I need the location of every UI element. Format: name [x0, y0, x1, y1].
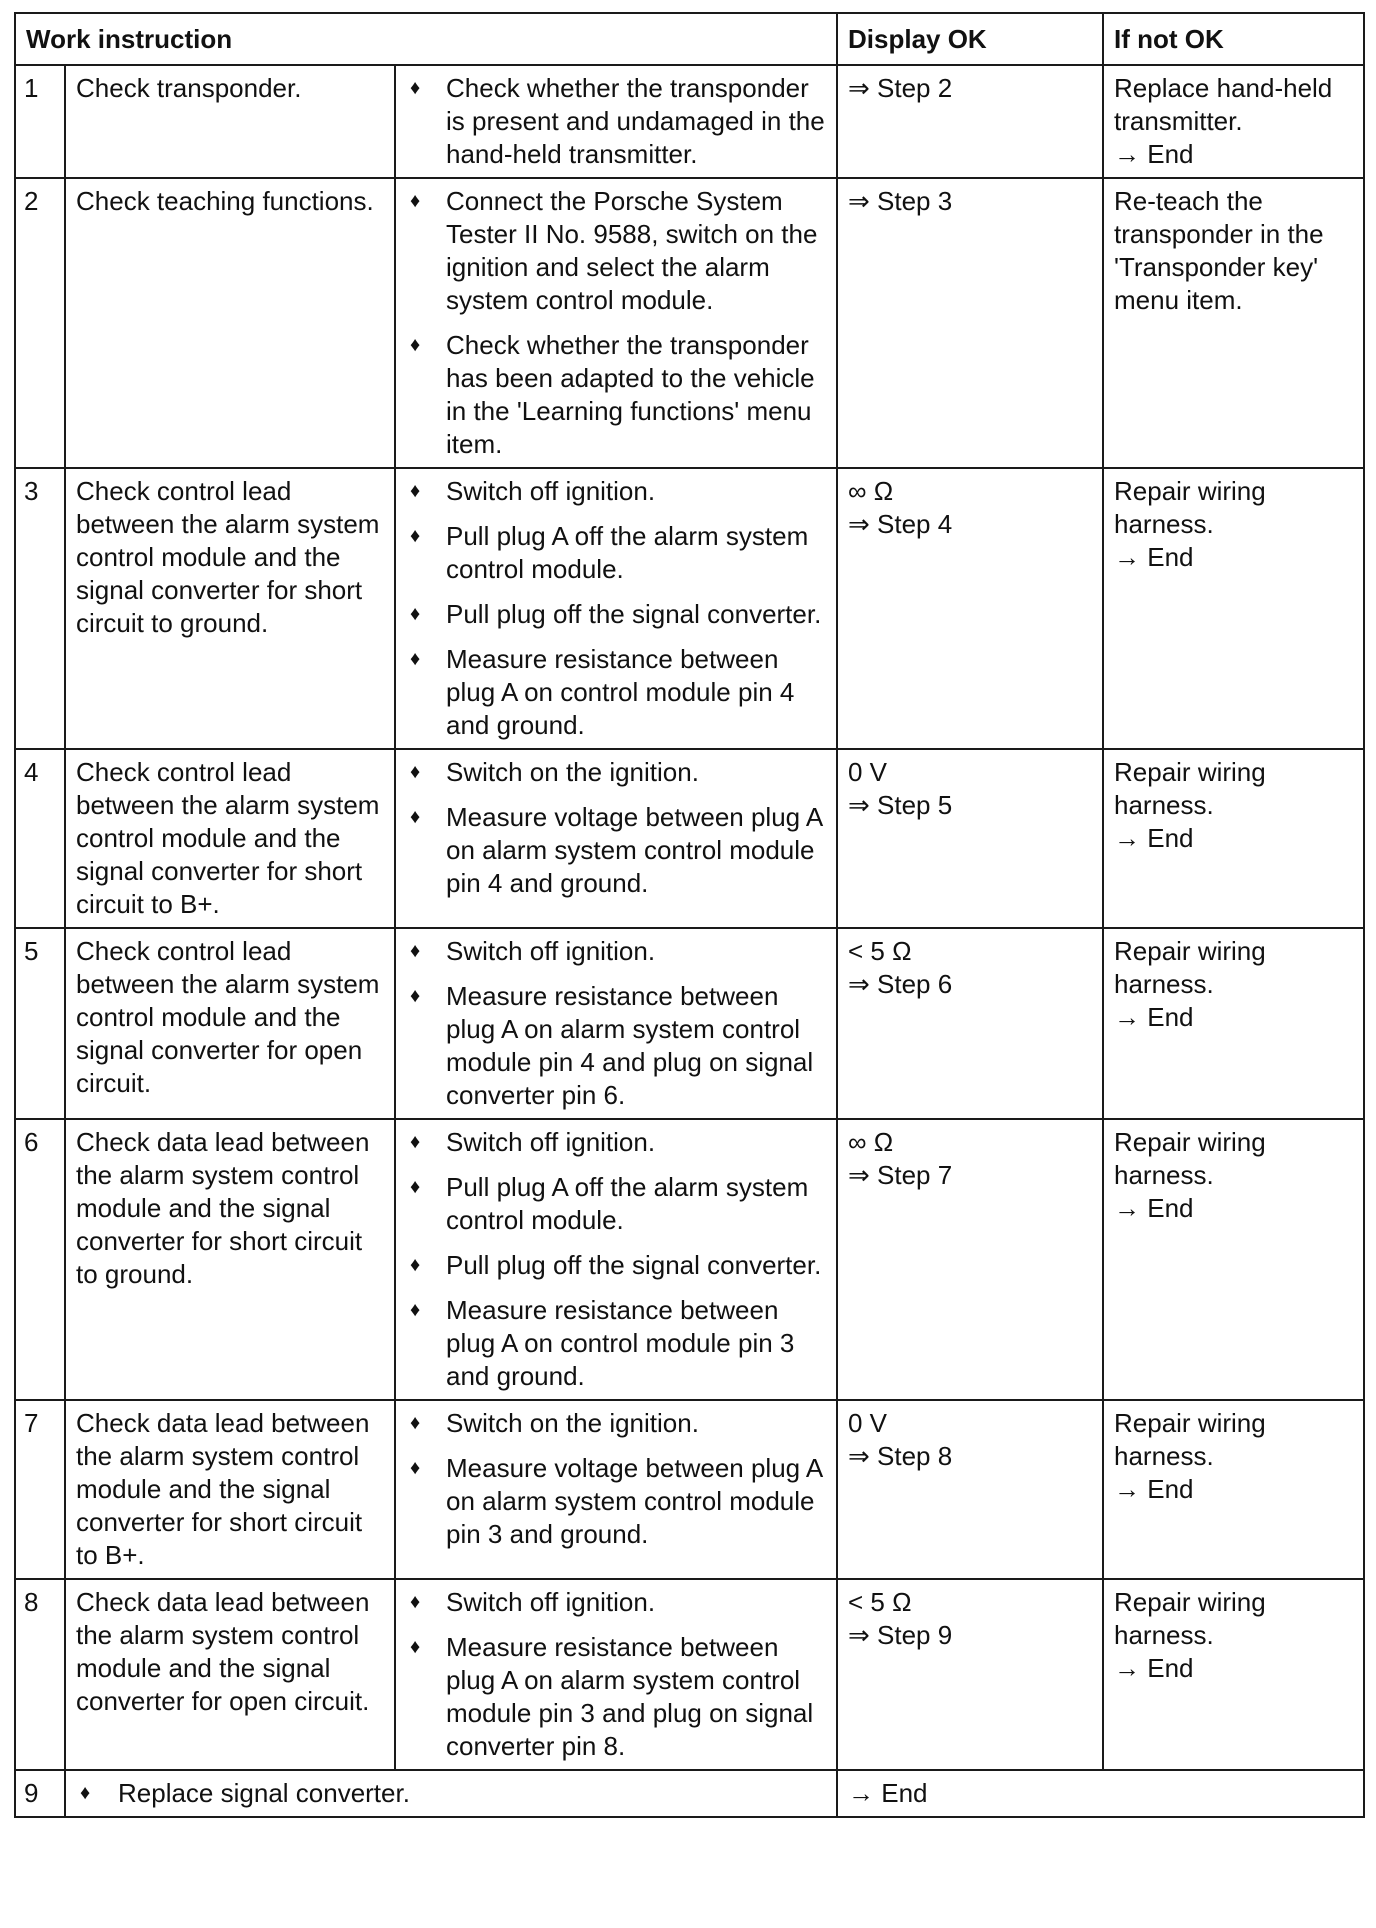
display-ok-value: 0 V — [848, 1408, 888, 1438]
display-ok-value: ∞ Ω — [848, 1127, 894, 1157]
bullet-icon: ♦ — [410, 1254, 421, 1276]
instruction-list — [406, 1586, 826, 1763]
bullet-icon: ♦ — [410, 480, 421, 502]
table-row-final — [15, 1770, 1364, 1817]
bullet-icon: ♦ — [410, 940, 421, 962]
if-not-ok-value: Repair wiring harness. — [1114, 757, 1266, 820]
if-not-ok-value: → End — [1114, 1002, 1194, 1032]
if-not-ok-value: → End — [1114, 542, 1194, 572]
instruction-text: Connect the Porsche System Tester II No. 9588, switch on the ignition and select the alarm system control module. — [446, 186, 818, 315]
display-ok-value: ⇒ Step 7 — [848, 1160, 953, 1190]
instruction-text: Measure resistance between plug A on alarm system control module pin 4 and plug on signal converter pin 6. — [446, 981, 814, 1110]
if-not-ok-value: Replace hand-held transmitter. — [1114, 73, 1333, 136]
instruction-item — [406, 598, 826, 631]
instruction-text: Switch off ignition. — [446, 936, 656, 966]
step-number: 1 — [15, 65, 65, 178]
step-number: 4 — [15, 749, 65, 928]
bullet-icon: ♦ — [410, 806, 421, 828]
display-ok-cell — [837, 468, 1103, 749]
table-row — [15, 1119, 1364, 1400]
table-row — [15, 749, 1364, 928]
if-not-ok-cell — [1103, 928, 1364, 1119]
table-body — [15, 65, 1364, 1817]
instruction-list — [406, 475, 826, 742]
if-not-ok-cell — [1103, 468, 1364, 749]
instruction-cell — [395, 1119, 837, 1400]
step-number: 2 — [15, 178, 65, 468]
if-not-ok-value: Repair wiring harness. — [1114, 1587, 1266, 1650]
bullet-icon: ♦ — [410, 1131, 421, 1153]
if-not-ok-value: → End — [1114, 139, 1194, 169]
bullet-icon: ♦ — [410, 190, 421, 212]
bullet-icon: ♦ — [410, 761, 421, 783]
check-description: Check data lead between the alarm system control module and the signal converter for short circuit to B+. — [65, 1400, 395, 1579]
table-row — [15, 1400, 1364, 1579]
instruction-cell — [395, 1400, 837, 1579]
instruction-text: Check whether the transponder is present and undamaged in the hand-held transmitter. — [446, 73, 825, 169]
header-work-instruction: Work instruction — [15, 13, 837, 65]
display-ok-value: ⇒ Step 4 — [848, 509, 953, 539]
instruction-text: Measure voltage between plug A on alarm system control module pin 4 and ground. — [446, 802, 822, 898]
instruction-cell — [395, 1579, 837, 1770]
if-not-ok-cell — [1103, 178, 1364, 468]
instruction-item — [406, 756, 826, 789]
display-ok-value: ∞ Ω — [848, 476, 894, 506]
bullet-icon: ♦ — [410, 1636, 421, 1658]
instruction-list — [406, 185, 826, 461]
if-not-ok-value: Repair wiring harness. — [1114, 1408, 1266, 1471]
instruction-cell — [395, 928, 837, 1119]
instruction-cell — [395, 749, 837, 928]
instruction-text: Measure voltage between plug A on alarm system control module pin 3 and ground. — [446, 1453, 822, 1549]
instruction-cell — [395, 65, 837, 178]
table-header-row — [15, 13, 1364, 65]
bullet-icon: ♦ — [410, 1591, 421, 1613]
instruction-text: Switch off ignition. — [446, 1587, 656, 1617]
instruction-text: Switch off ignition. — [446, 1127, 656, 1157]
instruction-cell — [395, 178, 837, 468]
step-number: 9 — [15, 1770, 65, 1817]
display-ok-cell — [837, 65, 1103, 178]
instruction-text: Pull plug A off the alarm system control module. — [446, 521, 809, 584]
step-number: 6 — [15, 1119, 65, 1400]
table-row — [15, 1579, 1364, 1770]
instruction-item — [406, 475, 826, 508]
final-instruction-text: Replace signal converter. — [118, 1778, 410, 1808]
instruction-list — [406, 72, 826, 171]
check-description: Check data lead between the alarm system control module and the signal converter for open circuit. — [65, 1579, 395, 1770]
instruction-item — [406, 1452, 826, 1551]
table-row — [15, 928, 1364, 1119]
step-number: 5 — [15, 928, 65, 1119]
check-description: Check teaching functions. — [65, 178, 395, 468]
if-not-ok-cell — [1103, 1400, 1364, 1579]
instruction-text: Pull plug off the signal converter. — [446, 1250, 822, 1280]
instruction-item — [406, 1407, 826, 1440]
display-ok-cell — [837, 1579, 1103, 1770]
if-not-ok-value: → End — [1114, 1653, 1194, 1683]
work-instruction-table — [14, 12, 1365, 1818]
bullet-icon: ♦ — [410, 603, 421, 625]
display-ok-value: 0 V — [848, 757, 888, 787]
final-display-ok: → End — [837, 1770, 1364, 1817]
if-not-ok-value: Repair wiring harness. — [1114, 476, 1266, 539]
step-number: 7 — [15, 1400, 65, 1579]
display-ok-cell — [837, 749, 1103, 928]
bullet-icon: ♦ — [410, 985, 421, 1007]
bullet-icon: ♦ — [80, 1782, 91, 1804]
if-not-ok-value: → End — [1114, 823, 1194, 853]
instruction-item — [406, 1294, 826, 1393]
instruction-item — [406, 1631, 826, 1763]
final-instruction-cell — [65, 1770, 837, 1817]
display-ok-value: ⇒ Step 3 — [848, 186, 953, 216]
if-not-ok-value: Repair wiring harness. — [1114, 1127, 1266, 1190]
instruction-item — [406, 1126, 826, 1159]
display-ok-value: ⇒ Step 2 — [848, 73, 953, 103]
bullet-icon: ♦ — [410, 1176, 421, 1198]
check-description: Check transponder. — [65, 65, 395, 178]
bullet-icon: ♦ — [410, 77, 421, 99]
if-not-ok-cell — [1103, 749, 1364, 928]
check-description: Check control lead between the alarm system control module and the signal converter for short circuit to ground. — [65, 468, 395, 749]
instruction-item — [406, 329, 826, 461]
display-ok-value: < 5 Ω — [848, 1587, 912, 1617]
display-ok-cell — [837, 928, 1103, 1119]
if-not-ok-value: Repair wiring harness. — [1114, 936, 1266, 999]
instruction-list — [406, 756, 826, 900]
instruction-text: Check whether the transponder has been adapted to the vehicle in the 'Learning functions' menu item. — [446, 330, 815, 459]
display-ok-cell — [837, 1400, 1103, 1579]
instruction-item — [406, 185, 826, 317]
header-if-not-ok: If not OK — [1103, 13, 1364, 65]
instruction-item — [406, 1171, 826, 1237]
instruction-item — [406, 1249, 826, 1282]
step-number: 3 — [15, 468, 65, 749]
header-display-ok: Display OK — [837, 13, 1103, 65]
instruction-text: Switch on the ignition. — [446, 1408, 699, 1438]
table-row — [15, 468, 1364, 749]
if-not-ok-value: → End — [1114, 1474, 1194, 1504]
display-ok-value: ⇒ Step 6 — [848, 969, 953, 999]
step-number: 8 — [15, 1579, 65, 1770]
check-description: Check control lead between the alarm system control module and the signal converter for open circuit. — [65, 928, 395, 1119]
instruction-text: Switch off ignition. — [446, 476, 656, 506]
check-description: Check control lead between the alarm system control module and the signal converter for short circuit to B+. — [65, 749, 395, 928]
display-ok-value: ⇒ Step 9 — [848, 1620, 953, 1650]
bullet-icon: ♦ — [410, 334, 421, 356]
table-row — [15, 178, 1364, 468]
instruction-text: Measure resistance between plug A on control module pin 3 and ground. — [446, 1295, 795, 1391]
instruction-text: Measure resistance between plug A on control module pin 4 and ground. — [446, 644, 795, 740]
bullet-icon: ♦ — [410, 1457, 421, 1479]
instruction-text: Measure resistance between plug A on alarm system control module pin 3 and plug on signal converter pin 8. — [446, 1632, 814, 1761]
instruction-item — [406, 980, 826, 1112]
instruction-text: Pull plug off the signal converter. — [446, 599, 822, 629]
instruction-item — [406, 643, 826, 742]
instruction-item — [406, 72, 826, 171]
bullet-icon: ♦ — [410, 648, 421, 670]
display-ok-value: < 5 Ω — [848, 936, 912, 966]
if-not-ok-value: → End — [1114, 1193, 1194, 1223]
if-not-ok-cell — [1103, 1579, 1364, 1770]
display-ok-value: ⇒ Step 5 — [848, 790, 953, 820]
if-not-ok-value: Re-teach the transponder in the 'Transponder key' menu item. — [1114, 186, 1324, 315]
instruction-cell — [395, 468, 837, 749]
check-description: Check data lead between the alarm system control module and the signal converter for short circuit to ground. — [65, 1119, 395, 1400]
instruction-text: Pull plug A off the alarm system control module. — [446, 1172, 809, 1235]
display-ok-value: ⇒ Step 8 — [848, 1441, 953, 1471]
instruction-list — [406, 1126, 826, 1393]
instruction-item — [406, 1586, 826, 1619]
instruction-text: Switch on the ignition. — [446, 757, 699, 787]
if-not-ok-cell — [1103, 65, 1364, 178]
table-row — [15, 65, 1364, 178]
bullet-icon: ♦ — [410, 1412, 421, 1434]
if-not-ok-cell — [1103, 1119, 1364, 1400]
instruction-item — [406, 801, 826, 900]
instruction-list — [406, 1407, 826, 1551]
display-ok-cell — [837, 178, 1103, 468]
instruction-item — [406, 520, 826, 586]
display-ok-cell — [837, 1119, 1103, 1400]
instruction-list — [406, 935, 826, 1112]
instruction-item — [406, 935, 826, 968]
bullet-icon: ♦ — [410, 1299, 421, 1321]
bullet-icon: ♦ — [410, 525, 421, 547]
